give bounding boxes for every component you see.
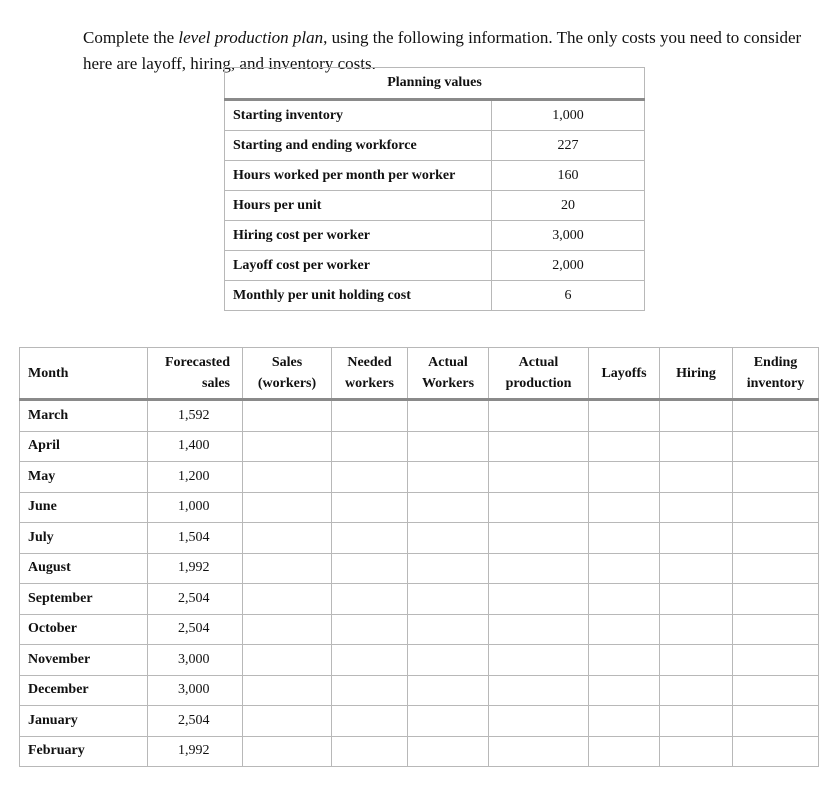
empty-answer-cell xyxy=(332,462,408,493)
empty-answer-cell xyxy=(332,492,408,523)
empty-answer-cell xyxy=(243,400,332,432)
empty-answer-cell xyxy=(733,523,819,554)
month-cell: October xyxy=(20,614,148,645)
planning-row xyxy=(225,100,645,131)
empty-answer-cell xyxy=(332,523,408,554)
column-header-line2: production xyxy=(505,376,572,391)
column-header xyxy=(733,348,819,400)
column-header-line2: inventory xyxy=(746,376,805,391)
empty-answer-cell xyxy=(733,645,819,676)
month-cell: March xyxy=(20,400,148,432)
planning-row xyxy=(225,131,645,161)
planning-value: 20 xyxy=(492,191,645,221)
empty-answer-cell xyxy=(243,706,332,737)
month-cell: November xyxy=(20,645,148,676)
planning-value: 160 xyxy=(492,161,645,191)
planning-row xyxy=(225,281,645,311)
column-header-line2: Workers xyxy=(421,376,475,391)
month-cell: May xyxy=(20,462,148,493)
planning-row xyxy=(225,191,645,221)
forecast-cell: 3,000 xyxy=(148,675,243,706)
month-cell: September xyxy=(20,584,148,615)
planning-label: Starting inventory xyxy=(225,100,492,131)
empty-answer-cell xyxy=(243,492,332,523)
planning-value: 227 xyxy=(492,131,645,161)
empty-answer-cell xyxy=(332,431,408,462)
empty-answer-cell xyxy=(408,736,489,767)
empty-answer-cell xyxy=(489,400,589,432)
empty-answer-cell xyxy=(408,400,489,432)
empty-answer-cell xyxy=(733,492,819,523)
empty-answer-cell xyxy=(408,706,489,737)
empty-answer-cell xyxy=(589,492,660,523)
empty-answer-cell xyxy=(589,645,660,676)
planning-label: Hiring cost per worker xyxy=(225,221,492,251)
planning-row xyxy=(225,221,645,251)
column-header xyxy=(489,348,589,400)
empty-answer-cell xyxy=(408,492,489,523)
empty-answer-cell xyxy=(332,614,408,645)
empty-answer-cell xyxy=(489,523,589,554)
instructions-emphasis: level production plan xyxy=(178,28,324,47)
empty-answer-cell xyxy=(660,706,733,737)
empty-answer-cell xyxy=(660,736,733,767)
empty-answer-cell xyxy=(489,431,589,462)
month-cell: April xyxy=(20,431,148,462)
empty-answer-cell xyxy=(660,431,733,462)
empty-answer-cell xyxy=(243,645,332,676)
column-header-line1: Actual xyxy=(428,355,468,370)
month-cell: December xyxy=(20,675,148,706)
column-header xyxy=(332,348,408,400)
column-header-line1: Forecasted xyxy=(164,355,230,370)
planning-value: 3,000 xyxy=(492,221,645,251)
month-cell: June xyxy=(20,492,148,523)
level-production-plan-table xyxy=(19,347,819,767)
table-row xyxy=(20,645,819,676)
column-header-line1: Actual xyxy=(518,355,559,370)
empty-answer-cell xyxy=(660,400,733,432)
empty-answer-cell xyxy=(733,431,819,462)
planning-label: Hours per unit xyxy=(225,191,492,221)
empty-answer-cell xyxy=(332,736,408,767)
empty-answer-cell xyxy=(589,431,660,462)
empty-answer-cell xyxy=(408,523,489,554)
empty-answer-cell xyxy=(589,614,660,645)
empty-answer-cell xyxy=(660,523,733,554)
table-row xyxy=(20,523,819,554)
table-row xyxy=(20,492,819,523)
empty-answer-cell xyxy=(589,400,660,432)
empty-answer-cell xyxy=(332,553,408,584)
table-row xyxy=(20,431,819,462)
planning-value: 1,000 xyxy=(492,100,645,131)
column-header xyxy=(148,348,243,400)
empty-answer-cell xyxy=(489,614,589,645)
column-header-line1: Month xyxy=(28,365,69,381)
table-row xyxy=(20,400,819,432)
forecast-cell: 1,992 xyxy=(148,553,243,584)
forecast-cell: 1,992 xyxy=(148,736,243,767)
empty-answer-cell xyxy=(243,431,332,462)
empty-answer-cell xyxy=(332,675,408,706)
forecast-cell: 1,200 xyxy=(148,462,243,493)
empty-answer-cell xyxy=(408,431,489,462)
table-row xyxy=(20,706,819,737)
planning-value: 2,000 xyxy=(492,251,645,281)
table-row xyxy=(20,553,819,584)
empty-answer-cell xyxy=(243,675,332,706)
column-header-line1: Ending xyxy=(753,355,798,370)
empty-answer-cell xyxy=(243,614,332,645)
instructions-before: Complete the xyxy=(83,28,179,47)
planning-label: Starting and ending workforce xyxy=(225,131,492,161)
empty-answer-cell xyxy=(733,584,819,615)
forecast-cell: 1,400 xyxy=(148,431,243,462)
empty-answer-cell xyxy=(660,584,733,615)
empty-answer-cell xyxy=(243,523,332,554)
column-header-line2: sales xyxy=(202,376,230,391)
column-header xyxy=(660,348,733,400)
empty-answer-cell xyxy=(589,523,660,554)
empty-answer-cell xyxy=(408,675,489,706)
empty-answer-cell xyxy=(660,462,733,493)
empty-answer-cell xyxy=(660,675,733,706)
column-header xyxy=(408,348,489,400)
planning-values-title: Planning values xyxy=(225,68,645,100)
forecast-cell: 1,000 xyxy=(148,492,243,523)
forecast-cell: 2,504 xyxy=(148,614,243,645)
column-header xyxy=(589,348,660,400)
instructions-after: , using the following information. The only costs you need to consider here are layoff, hiring, and inventory costs. xyxy=(83,28,802,73)
column-header xyxy=(20,348,148,400)
empty-answer-cell xyxy=(489,492,589,523)
empty-answer-cell xyxy=(489,675,589,706)
empty-answer-cell xyxy=(408,584,489,615)
forecast-cell: 3,000 xyxy=(148,645,243,676)
empty-answer-cell xyxy=(489,736,589,767)
empty-answer-cell xyxy=(408,645,489,676)
empty-answer-cell xyxy=(489,462,589,493)
planning-values-table xyxy=(224,67,645,311)
planning-row xyxy=(225,161,645,191)
empty-answer-cell xyxy=(332,584,408,615)
empty-answer-cell xyxy=(733,736,819,767)
empty-answer-cell xyxy=(589,675,660,706)
empty-answer-cell xyxy=(733,675,819,706)
empty-answer-cell xyxy=(243,462,332,493)
column-header xyxy=(243,348,332,400)
empty-answer-cell xyxy=(332,400,408,432)
empty-answer-cell xyxy=(332,706,408,737)
month-cell: January xyxy=(20,706,148,737)
planning-label: Hours worked per month per worker xyxy=(225,161,492,191)
empty-answer-cell xyxy=(489,645,589,676)
empty-answer-cell xyxy=(660,492,733,523)
forecast-cell: 2,504 xyxy=(148,706,243,737)
empty-answer-cell xyxy=(408,553,489,584)
table-row xyxy=(20,736,819,767)
empty-answer-cell xyxy=(733,553,819,584)
column-header-line1: Needed xyxy=(347,355,392,370)
empty-answer-cell xyxy=(589,462,660,493)
empty-answer-cell xyxy=(489,706,589,737)
empty-answer-cell xyxy=(660,614,733,645)
empty-answer-cell xyxy=(243,584,332,615)
column-header-line2: (workers) xyxy=(257,376,317,391)
empty-answer-cell xyxy=(489,553,589,584)
planning-value: 6 xyxy=(492,281,645,311)
planning-label: Layoff cost per worker xyxy=(225,251,492,281)
empty-answer-cell xyxy=(733,706,819,737)
empty-answer-cell xyxy=(733,400,819,432)
empty-answer-cell xyxy=(243,736,332,767)
empty-answer-cell xyxy=(589,736,660,767)
table-row xyxy=(20,675,819,706)
table-row xyxy=(20,614,819,645)
table-row xyxy=(20,462,819,493)
empty-answer-cell xyxy=(408,614,489,645)
column-header-line1: Sales xyxy=(271,355,303,370)
planning-label: Monthly per unit holding cost xyxy=(225,281,492,311)
empty-answer-cell xyxy=(660,553,733,584)
column-header-line1: Layoffs xyxy=(601,365,647,381)
month-cell: August xyxy=(20,553,148,584)
empty-answer-cell xyxy=(589,706,660,737)
planning-row xyxy=(225,251,645,281)
column-header-line1: Hiring xyxy=(676,365,716,381)
month-cell: February xyxy=(20,736,148,767)
empty-answer-cell xyxy=(589,553,660,584)
table-row xyxy=(20,584,819,615)
empty-answer-cell xyxy=(589,584,660,615)
empty-answer-cell xyxy=(243,553,332,584)
empty-answer-cell xyxy=(489,584,589,615)
empty-answer-cell xyxy=(332,645,408,676)
empty-answer-cell xyxy=(660,645,733,676)
forecast-cell: 2,504 xyxy=(148,584,243,615)
forecast-cell: 1,592 xyxy=(148,400,243,432)
empty-answer-cell xyxy=(733,614,819,645)
month-cell: July xyxy=(20,523,148,554)
forecast-cell: 1,504 xyxy=(148,523,243,554)
column-header-line2: workers xyxy=(345,376,394,391)
empty-answer-cell xyxy=(733,462,819,493)
empty-answer-cell xyxy=(408,462,489,493)
